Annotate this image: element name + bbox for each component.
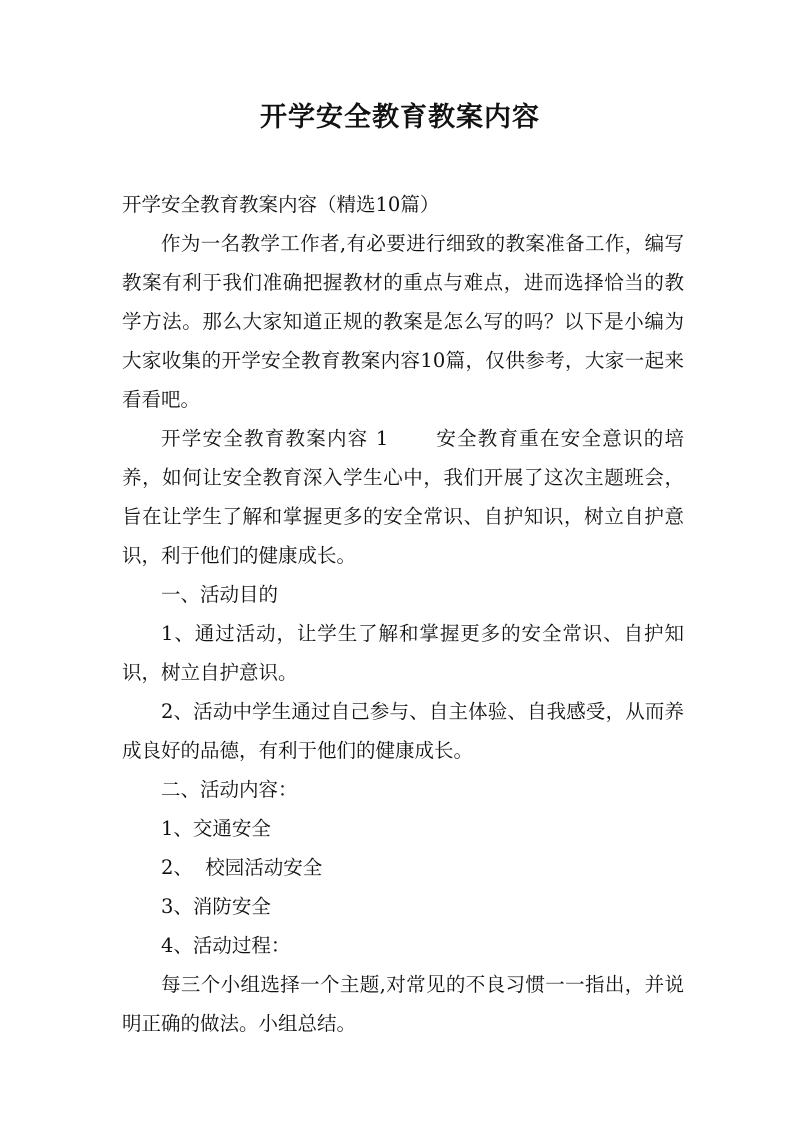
section-1-paragraph xyxy=(122,419,684,575)
section-1-heading: 开学安全教育教案内容 1 xyxy=(161,427,389,450)
document-title: 开学安全教育教案内容 xyxy=(260,102,540,133)
goal-2: 2、活动中学生通过自己参与、自主体验、自我感受，从而养成良好的品德，有利于他们的健康成长。 xyxy=(122,700,684,762)
part-1-heading: 一、活动目的 xyxy=(161,583,279,606)
document-body xyxy=(122,185,684,1043)
goal-1: 1、通过活动，让学生了解和掌握更多的安全常识、自护知识，树立自护意识。 xyxy=(122,622,684,684)
content-item-process: 4、活动过程： xyxy=(161,934,291,957)
section-1-text: 安全教育重在安全意识的培养，如何让安全教育深入学生心中，我们开展了这次主题班会，旨在让学生了解和掌握更多的安全常识、自护知识，树立自护意识，利于他们的健康成长。 xyxy=(122,427,684,567)
part-2-heading: 二、活动内容： xyxy=(161,778,298,801)
content-item-campus: 2、 校园活动安全 xyxy=(161,856,323,879)
closing-paragraph: 每三个小组选择一个主题,对常见的不良习惯一一指出，并说明正确的做法。小组总结。 xyxy=(122,973,684,1035)
content-item-traffic: 1、交通安全 xyxy=(161,817,271,840)
document-subtitle: 开学安全教育教案内容（精选10篇） xyxy=(122,193,440,216)
content-item-fire: 3、消防安全 xyxy=(161,895,271,918)
intro-paragraph: 作为一名教学工作者,有必要进行细致的教案准备工作，编写教案有利于我们准确把握教材的重点与难点，进而选择恰当的教学方法。那么大家知道正规的教案是怎么写的吗？以下是小编为大家收集的开学安全教育教案内容10篇，仅供参考，大家一起来看看吧。 xyxy=(122,232,684,411)
